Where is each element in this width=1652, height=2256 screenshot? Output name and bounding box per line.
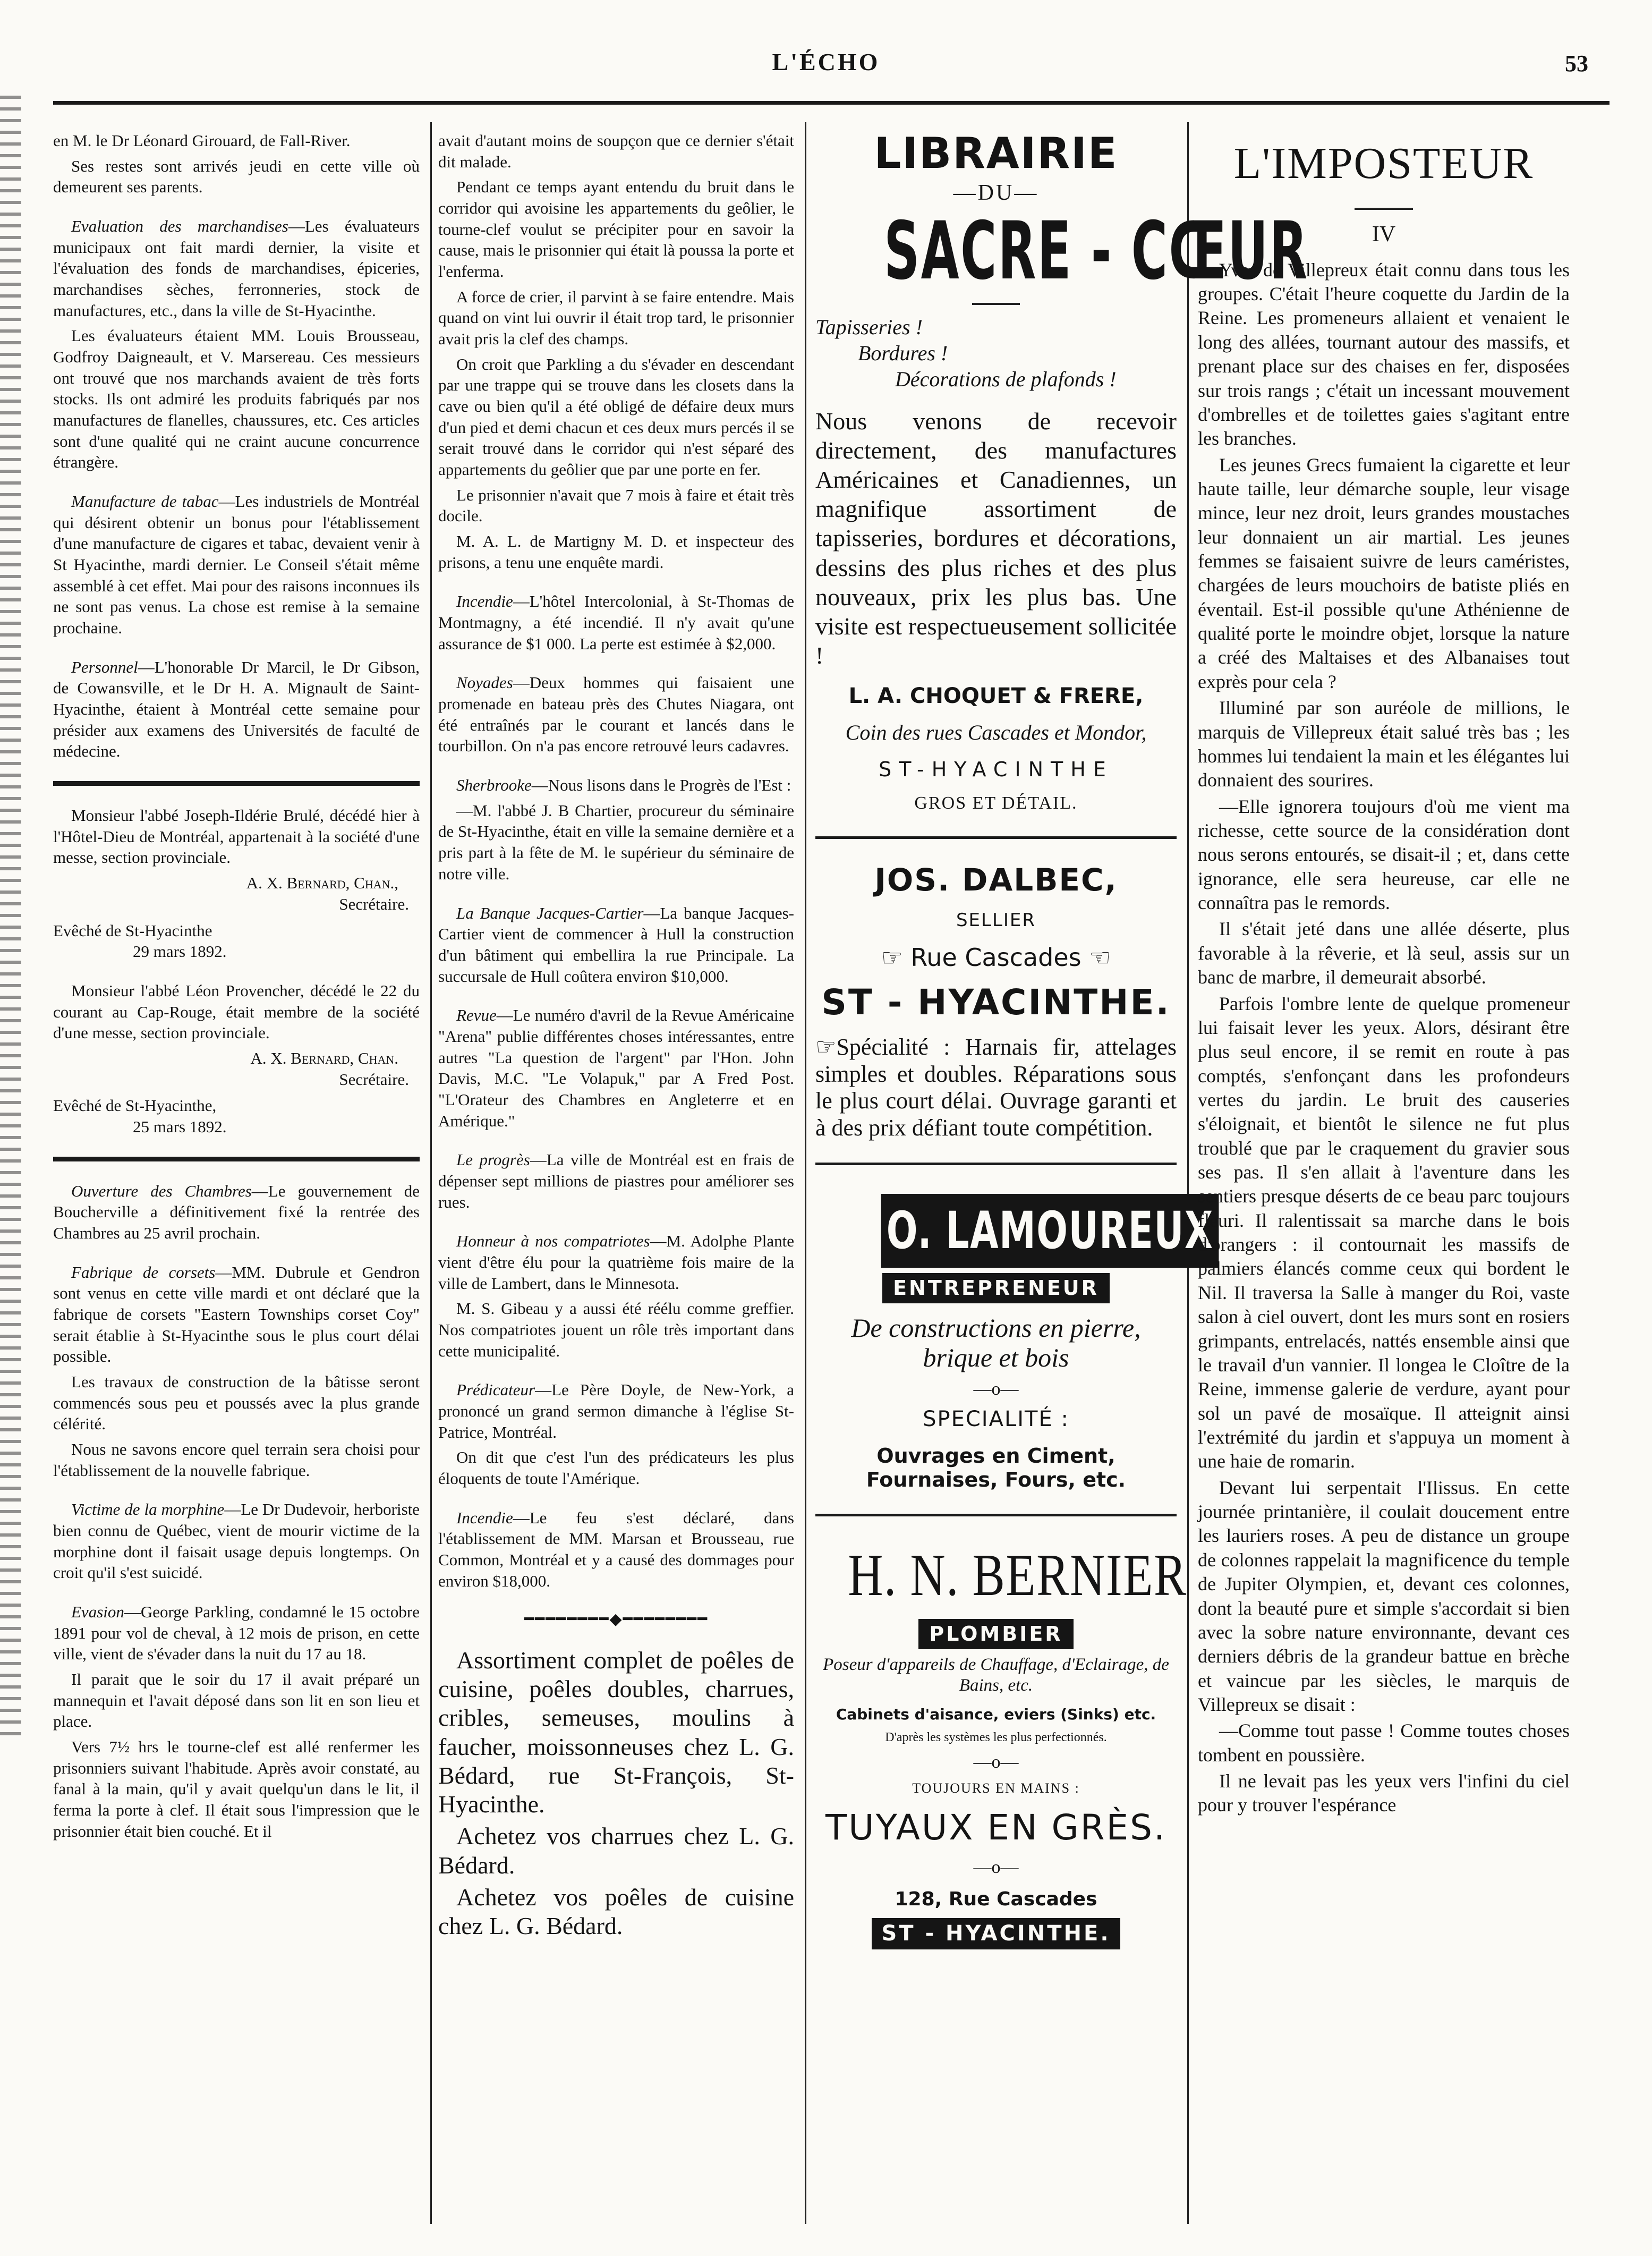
article-body: Les travaux de construction de la bâtisse seront commencés sous peu et poussés avec la plus grande célérité. (53, 1372, 420, 1434)
news-column-2 (438, 130, 794, 2224)
notice-body: Monsieur l'abbé Léon Provencher, décédé le 22 du courant au Cap-Rouge, était membre de la société d'une messe, section provinciale. (53, 981, 420, 1042)
notice-body: Monsieur l'abbé Joseph-Ildérie Brulé, décédé hier à l'Hôtel-Dieu de Montréal, appartenait à la société d'une messe, section provinciale. (53, 806, 420, 867)
article-predicateur (438, 1379, 794, 1489)
article-heading: Personnel (71, 657, 138, 676)
article-heading: Victime de la morphine (71, 1500, 225, 1519)
article-evasion-continued (438, 130, 794, 573)
article-heading: Prédicateur (456, 1380, 535, 1400)
article-corsets (53, 1262, 420, 1481)
ornament: —o— (973, 1379, 1019, 1399)
article-body: —Le feu s'est déclaré, dans l'établissement de MM. Marsan et Brousseau, rue Common, Montréal et y a causé des dommages pour environ $18,000. (438, 1508, 794, 1590)
article-body: M. S. Gibeau y a aussi été réélu comme greffier. Nos compatriotes jouent un rôle très important dans cette municipalité. (438, 1299, 794, 1360)
article-sherbrooke (438, 775, 794, 884)
article-heading: Sherbrooke (456, 776, 532, 795)
article-heading: Ouverture des Chambres (71, 1181, 252, 1200)
ad-city: ST - HYACINTHE. (872, 1918, 1120, 1949)
article-body: —L'hôtel Intercolonial, à St-Thomas de Montmagny, a été incendié. Il n'y avait qu'une assurance de $1 000. La perte est estimée à $2,000. (438, 592, 794, 653)
tagline-line: Tapisseries ! (815, 315, 923, 340)
article-honneur (438, 1231, 794, 1361)
advertisement-column (815, 129, 1309, 2224)
header-rule (53, 101, 1610, 105)
feuilleton-paragraph: Parfois l'ombre lente de quelque promeneur lui faisait lever les yeux. Alors, désirant être plus seul encore, il se remit en route à pas comptés, s'enfonçant dans les profondeurs vertes du jardin. Le bruit des causeries s'éloignait, et bientôt le silence ne fut plus troublé que par le craquement du gravier sous ses pas. Il s'en allait à l'aventure dans les sentiers presque déserts de ce beau parc toujours fleuri. Il ralentissait sa marche dans le bois d'orangers : il contournait les massifs de palmiers élancés comme ceux qui bordent le Nil. Il traversa la Salle à manger du Roi, vaste salon à ciel ouvert, dont les murs sont en rosiers grimpants, entrelacés, nattés ensemble ainsi que le travail d'un vannier. Il longea le Cloître de la Reine, immense galerie de verdure, ayant pour sol un pavé de mosaïque. Il atteignit ainsi l'extrémité du jardin et s'appuya un moment à une haie de romarin. (1198, 993, 1570, 1472)
ad-divider (815, 1163, 1177, 1165)
librairie-advertisement (815, 129, 1309, 815)
article-intro (53, 130, 420, 198)
article-body: Les évaluateurs étaient MM. Louis Brousseau, Godfroy Daigneault, et V. Marsereau. Ces messieurs ont trouvé que nos marchands avaient de très forts stocks. Ils ont admiré les produits fabriqués par nos manufactures de flanelles, chaussures, etc. Ces articles sont d'une qualité qui ne craint aucune concurrence étrangère. (53, 326, 420, 472)
ornament: —o— (973, 1857, 1019, 1877)
article-morphine (53, 1499, 420, 1583)
ad-trade: PLOMBIER (918, 1619, 1073, 1649)
feuilleton-title: L'IMPOSTEUR (1233, 139, 1534, 188)
article-body: —La banque Jacques-Cartier vient de commencer à Hull la construction d'un bâtiment qui embellira la rue Principale. La succursale de Hull coûtera environ $10,000. (438, 903, 794, 986)
ad-subheading: SPECIALITÉ : (923, 1407, 1069, 1432)
ad-note: GROS ET DÉTAIL. (914, 793, 1078, 813)
ad-body: Poseur d'appareils de Chauffage, d'Eclairage, de Bains, etc. (823, 1655, 1169, 1695)
ad-divider (815, 1514, 1177, 1516)
article-heading: La Banque Jacques-Cartier (456, 903, 644, 922)
tagline-line: Bordures ! (858, 341, 948, 366)
article-heading: Evasion (71, 1602, 124, 1621)
notice-signature: A. X. Bernard, Chan., (246, 873, 398, 893)
ad-subheading: —DU— (953, 181, 1039, 205)
article-body: —George Parkling, condamné le 15 octobre 1891 pour vol de cheval, à 12 mois de prison, en cette ville, vient de s'évader dans la nuit du 17 au 18. (53, 1602, 420, 1664)
feuilleton-column (1198, 130, 1570, 2224)
ad-trade: SELLIER (956, 910, 1036, 931)
ornamental-rule: ━━━━━━━━◆━━━━━━━━ (524, 1610, 709, 1629)
ad-body: Ouvrages en Ciment, Fournaises, Fours, etc. (866, 1444, 1126, 1492)
ad-paragraph: Achetez vos charrues chez L. G. Bédard. (438, 1822, 794, 1879)
ad-firm-name: L. A. CHOQUET & FRERE, (848, 684, 1144, 709)
article-body: —Le numéro d'avril de la Revue Américaine "Arena" publie différentes choses intéressantes, entre autres "La question de l'argent" par l'Hon. John Davis, M.C. "Le Volapuk," par A Fred Post. "L'Orateur des Chambres en Angleterre et en Amérique." (438, 1006, 794, 1130)
paragraph: Pendant ce temps ayant entendu du bruit dans le corridor qui avoisine les appartements du geôlier, le tourne-clef voulut se précipiter pour en savoir la cause, mais le prisonnier qui était là poussa la porte et l'enferma. (438, 177, 794, 281)
article-body: —MM. Dubrule et Gendron sont venus en cette ville mardi et ont déclaré que la fabrique de corsets "Eastern Townships corset Coy" serait établie à St-Hyacinthe sous le plus court délai possible. (53, 1262, 420, 1366)
article-body: —L'honorable Dr Marcil, le Dr Gibson, de Cowansville, et le Dr H. A. Mignault de Saint-Hyacinthe, étaient à Montréal cette semaine pour présider aux examens des Universités de faculté de médecine. (53, 657, 420, 761)
article-body: —Le Dr Dudevoir, herboriste bien connu de Québec, vient de mourir victime de la morphine dont il faisait usage depuis longtemps. On croit qu'il s'est suicidé. (53, 1500, 420, 1582)
article-evaluation (53, 216, 420, 473)
ad-heading: O. LAMOUREUX (881, 1194, 1219, 1268)
ad-tagline (815, 315, 1177, 392)
article-heading: Le progrès (456, 1150, 530, 1169)
article-evasion (53, 1601, 420, 1842)
ad-address: Coin des rues Cascades et Mondor, (845, 720, 1147, 744)
ad-note: D'après les systèmes les plus perfectionnés. (885, 1730, 1107, 1744)
notice-signature: A. X. Bernard, Chan. (250, 1048, 398, 1067)
short-rule (1355, 208, 1413, 210)
ad-body: Nous venons de recevoir directement, des manufactures Américaines et Canadiennes, un magnifique assortiment de tapisseries, bordures et décorations, dessins des plus riches et des plus nouveaux, prix les plus bas. Une visite est respectueusement sollicitée ! (815, 407, 1177, 669)
article-tabac (53, 491, 420, 639)
article-revue (438, 1005, 794, 1131)
bedard-advertisement (438, 1646, 794, 1941)
article-heading: Fabrique de corsets (71, 1262, 216, 1282)
article-body: —Le gouvernement de Boucherville a définitivement fixé la rentrée des Chambres au 25 avril prochain. (53, 1181, 420, 1242)
article-body: On dit que c'est l'un des prédicateurs les plus éloquents de toute l'Amérique. (438, 1448, 794, 1488)
paragraph: Ses restes sont arrivés jeudi en cette ville où demeurent ses parents. (53, 156, 420, 197)
ad-heading: LIBRAIRIE (874, 129, 1118, 178)
ad-body: De constructions en pierre, brique et bois (851, 1312, 1141, 1372)
ad-divider (815, 836, 1177, 839)
ad-city: ST-HYACINTHE (879, 757, 1113, 781)
feuilleton-paragraph: Illuminé par son auréole de millions, le marquis de Villepreux était salué très bas ; les hommes lui tendaient la main et les élégantes lui donnaient des sourires. (1198, 697, 1570, 791)
ad-body: ☞Spécialité : Harnais fir, attelages simples et doubles. Réparations sous le plus court délai. Ouvrage garanti et à des prix défiant toute compétition. (815, 1033, 1177, 1141)
feuilleton-paragraph: Devant lui serpentait l'Ilissus. En cette journée printanière, il coulait doucement entre les lauriers roses. A peu de distance un groupe de colonnes rappelait la magnificence du temple de Jupiter Olympien, et, devant ces colonnes, dont la beauté pure et simple s'accordait si bien avec la sobre nature environnante, devant ces derniers débris de la grandeur battue en brèche et vaincue par les siècles, le marquis de Villepreux se disait : (1198, 1477, 1570, 1715)
news-column-1 (53, 130, 420, 2224)
section-rule (53, 1157, 420, 1161)
article-progres (438, 1149, 794, 1212)
chapter-number: IV (1372, 222, 1396, 247)
ad-title: TUYAUX EN GRÈS. (825, 1807, 1167, 1848)
ad-trade: ENTREPRENEUR (882, 1273, 1110, 1303)
ad-heading: H. N. BERNIER (848, 1542, 1187, 1608)
article-body: —M. Adolphe Plante vient d'être élu pour la quatrième fois maire de la ville de Lambert, dans le Minnesota. (438, 1232, 794, 1293)
article-heading: Honneur à nos compatriotes (456, 1232, 650, 1251)
page-header (0, 48, 1652, 101)
notice-place: Evêché de St-Hyacinthe, (53, 1096, 217, 1115)
article-incendie-2 (438, 1507, 794, 1592)
notice-place: Evêché de St-Hyacinthe (53, 921, 212, 940)
feuilleton-paragraph: —Elle ignorera toujours d'où me vient ma richesse, cette source de la considération dont nous serons entourés, se disait-il ; et, dans cette ignorance, elle sera heureuse, car elle ne connaîtra pas le remords. (1198, 795, 1570, 914)
article-body: —M. l'abbé J. B Chartier, procureur du séminaire de St-Hyacinthe, était en ville la semaine dernière et a pris part à la fête de M. le supérieur du séminaire de notre ville. (438, 801, 794, 883)
feuilleton-paragraph: —Comme tout passe ! Comme toutes choses tombent en poussière. (1198, 1720, 1570, 1766)
paragraph: A force de crier, il parvint à se faire entendre. Mais quand on vint lui ouvrir il était trop tard, le prisonnier avait pris la clef des champs. (438, 287, 794, 349)
tagline-line: Décorations de plafonds ! (895, 367, 1117, 391)
article-banque (438, 903, 794, 987)
article-heading: Incendie (456, 1508, 513, 1527)
ad-title: SACRE - CŒUR (884, 205, 1309, 298)
notice-provencher (53, 980, 420, 1138)
notice-date: 25 mars 1892. (133, 1117, 227, 1136)
notice-signature-title: Secrétaire. (339, 894, 409, 913)
article-body: Nous ne savons encore quel terrain sera choisi pour l'établissement de la nouvelle fabrique. (53, 1439, 420, 1480)
ad-address: 128, Rue Cascades (895, 1888, 1097, 1911)
ad-paragraph: Assortiment complet de poêles de cuisine, poêles doubles, charrues, cribles, semeuses, moulins à faucher, moissonneuses chez L. G. Bédard, rue St-François, St-Hyacinthe. (438, 1646, 794, 1818)
article-body: —La ville de Montréal est en frais de dépenser sept millions de piastres pour améliorer ses rues. (438, 1150, 794, 1211)
article-heading: Incendie (456, 592, 513, 611)
article-body: Vers 7½ hrs le tourne-clef est allé renfermer les prisonniers suivant l'habitude. Après avoir constaté, au fanal à la main, qu'il y avait quelqu'un dans le lit, il ferma la porte à clef. Il était sous l'impression que le prisonnier était bien couché. Et il (53, 1737, 420, 1841)
ad-body: Cabinets d'aisance, eviers (Sinks) etc. (836, 1705, 1156, 1723)
article-body: Il parait que le soir du 17 il avait préparé un mannequin et l'avait déposé dans son lit en son lieu et place. (53, 1669, 420, 1731)
article-heading: Noyades (456, 673, 513, 692)
feuilleton-paragraph: Yves de Villepreux était connu dans tous les groupes. C'était l'heure coquette du Jardin de la Reine. Les promeneurs allaient et venaient le long des allées, tournant autour des massifs, et prenant place sur des chaises en fer, disposées sur trois rangs ; c'était un incessant mouvement d'ombrelles et de toilettes gaies s'agitant entre les branches. (1198, 259, 1570, 449)
article-heading: Evaluation des marchandises (71, 217, 288, 236)
bernier-advertisement (815, 1538, 1187, 1950)
page-edge-damage (0, 96, 21, 1743)
article-chambres (53, 1181, 420, 1244)
feuilleton-paragraph: Les jeunes Grecs fumaient la cigarette et leur haute taille, leur démarche souple, leur visage mince, leur nez droit, leurs grandes moustaches leur donnaient un air martial. Les jeunes femmes se faisaient suivre de leurs caméristes, chargées de leurs mouchoirs de batiste pliés en éventail. Est-il possible qu'une Athénienne de qualité porte le moindre objet, lorsque la nature a créé des Maltaises et des Albanaises tout exprès pour cela ? (1198, 454, 1570, 692)
paragraph: M. A. L. de Martigny M. D. et inspecteur des prisons, a tenu une enquête mardi. (438, 532, 794, 572)
ornament: —o— (973, 1752, 1019, 1772)
article-personnel (53, 657, 420, 762)
notice-brule (53, 805, 420, 962)
ad-address: ☞ Rue Cascades ☜ (881, 943, 1111, 972)
lamoureux-advertisement (815, 1186, 1214, 1492)
article-heading: Revue (456, 1006, 497, 1025)
ad-subheading: TOUJOURS EN MAINS : (912, 1780, 1080, 1796)
section-rule (53, 781, 420, 786)
column-divider (430, 122, 432, 2224)
ad-paragraph: Achetez vos poêles de cuisine chez L. G. Bédard. (438, 1883, 794, 1940)
column-divider (1187, 122, 1189, 2224)
article-incendie-1 (438, 591, 794, 654)
dalbec-advertisement (815, 860, 1177, 1141)
ad-city: ST - HYACINTHE. (821, 982, 1171, 1023)
article-body: —Nous lisons dans le Progrès de l'Est : (531, 776, 791, 795)
ad-heading: JOS. DALBEC, (874, 861, 1118, 898)
short-rule (972, 303, 1020, 305)
page-number: 53 (1565, 50, 1588, 77)
feuilleton-paragraph: Il s'était jeté dans une allée déserte, plus favorable à la rêverie, et là seul, assis sur un banc de marbre, il demeurait absorbé. (1198, 918, 1570, 988)
paragraph: en M. le Dr Léonard Girouard, de Fall-River. (53, 131, 351, 150)
article-body: —Le Père Doyle, de New-York, a prononcé un grand sermon dimanche à l'église St-Patrice, Montréal. (438, 1380, 794, 1441)
paragraph: Le prisonnier n'avait que 7 mois à faire et était très docile. (438, 485, 794, 525)
article-body: —Deux hommes qui faisaient une promenade en bateau près des Chutes Niagara, ont été entraînés par le courant et lancés dans le tourbillon. On n'a pas encore retrouvé leurs cadavres. (438, 673, 794, 756)
newspaper-title: L'ÉCHO (772, 48, 880, 75)
article-heading: Manufacture de tabac (71, 492, 219, 511)
paragraph: avait d'autant moins de soupçon que ce dernier s'était dit malade. (438, 131, 794, 171)
feuilleton-paragraph: Il ne levait pas les yeux vers l'infini du ciel pour y trouver l'espérance (1198, 1770, 1570, 1816)
column-divider (805, 122, 806, 2224)
notice-date: 29 mars 1892. (133, 942, 227, 961)
article-body: —Les industriels de Montréal qui désirent obtenir un bonus pour l'établissement d'une manufacture de cigares et tabac, devaient venir à St Hyacinthe, mardi dernier. Le Conseil s'était même assemblé à cet effet. Mai pour des raisons inconnues ils ne sont pas venus. La chose est remise à la semaine prochaine. (53, 492, 420, 638)
paragraph: On croit que Parkling a du s'évader en descendant par une trappe qui se trouve dans les closets dans la cave ou bien qu'il a été obligé de défaire deux murs d'un pied et demi chacun et ces deux murs percés il se serait trouvé dans le corridor qui n'est séparé des appartements du geôlier que par une porte en fer. (438, 354, 794, 479)
notice-signature-title: Secrétaire. (339, 1070, 409, 1089)
article-noyades (438, 672, 794, 757)
article-body: —Les évaluateurs municipaux ont fait mardi dernier, la visite et l'évaluation des fonds de marchandises, épiceries, marchandises sèches, ferronneries, stock de manufactures, etc., dans la ville de St-Hyacinthe. (53, 217, 420, 320)
